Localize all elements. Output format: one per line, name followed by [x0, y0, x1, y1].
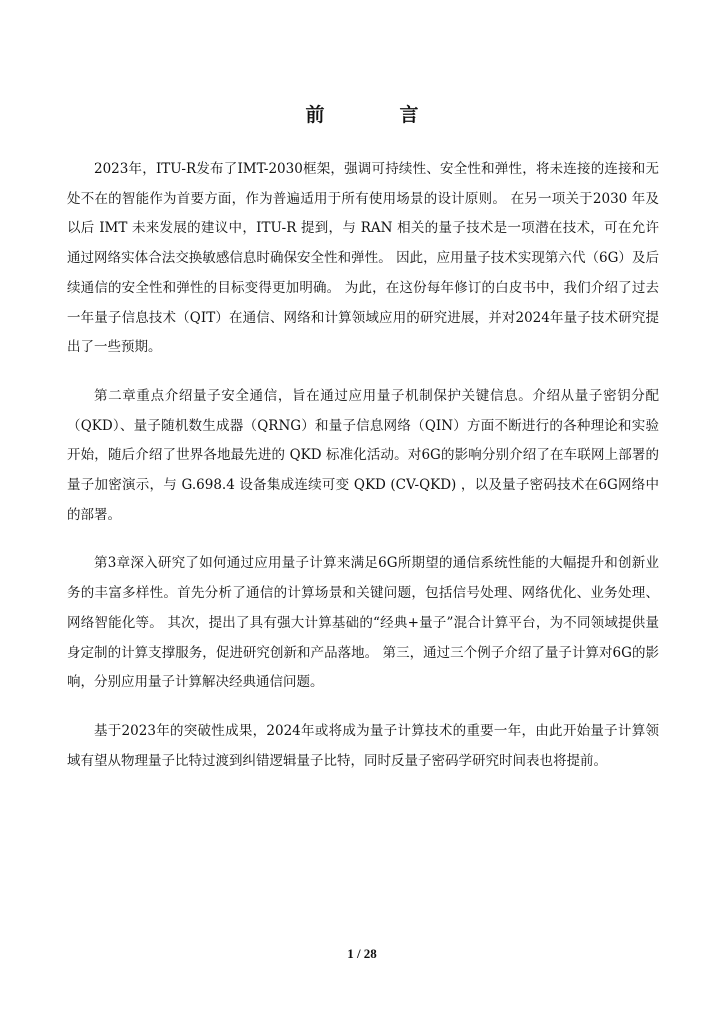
paragraph-3: 第3章深入研究了如何通过应用量子计算来满足6G所期望的通信系统性能的大幅提升和创新业务的丰富多样性。首先分析了通信的计算场景和关键问题，包括信号处理、网络优化、业务处理、网络智能化等。 其次，提出了具有强大计算基础的“经典+量子”混合计算平台，为不同领域提供量身定制的计算支撑服务，促进研究创新和产品落地。 第三，通过三个例子介绍了量子计算对6G的影响，分别应用量子计算解决经典通信问题。 [67, 555, 659, 691]
paragraph-1: 2023年，ITU-R发布了IMT-2030框架，强调可持续性、安全性和弹性，将未连接的连接和无处不在的智能作为首要方面，作为普遍适用于所有使用场景的设计原则。 在另一项关于2030 年及以后 IMT 未来发展的建议中，ITU-R 提到，与 RAN 相关的量子技术是一项潜在技术，可在允许通过网络实体合法交换敏感信息时确保安全性和弹性。 因此，应用量子技术实现第六代（6G）及后续通信的安全性和弹性的目标变得更加明确。 为此，在这份每年修订的白皮书中，我们介绍了过去一年量子信息技术（QIT）在通信、网络和计算领域应用的研究进展，并对2024年量子技术研究提出了一些预期。 [67, 161, 659, 356]
paragraph-4: 基于2023年的突破性成果，2024年或将成为量子计算技术的重要一年，由此开始量子计算领域有望从物理量子比特过渡到纠错逻辑量子比特，同时反量子密码学研究时间表也将提前。 [67, 722, 659, 769]
page-number: 1 / 28 [347, 946, 377, 961]
paragraph-2: 第二章重点介绍量子安全通信，旨在通过应用量子机制保护关键信息。介绍从量子密钥分配（QKD）、量子随机数生成器（QRNG）和量子信息网络（QIN）方面不断进行的各种理论和实验开始，随后介绍了世界各地最先进的 QKD 标准化活动。对6G的影响分别介绍了在车联网上部署的量子加密演示，与 G.698.4 设备集成连续可变 QKD (CV-QKD) ，以及量子密码技术在6G网络中的部署。 [67, 387, 659, 523]
body-text [67, 155, 659, 795]
page-title: 前 言 [305, 104, 447, 126]
